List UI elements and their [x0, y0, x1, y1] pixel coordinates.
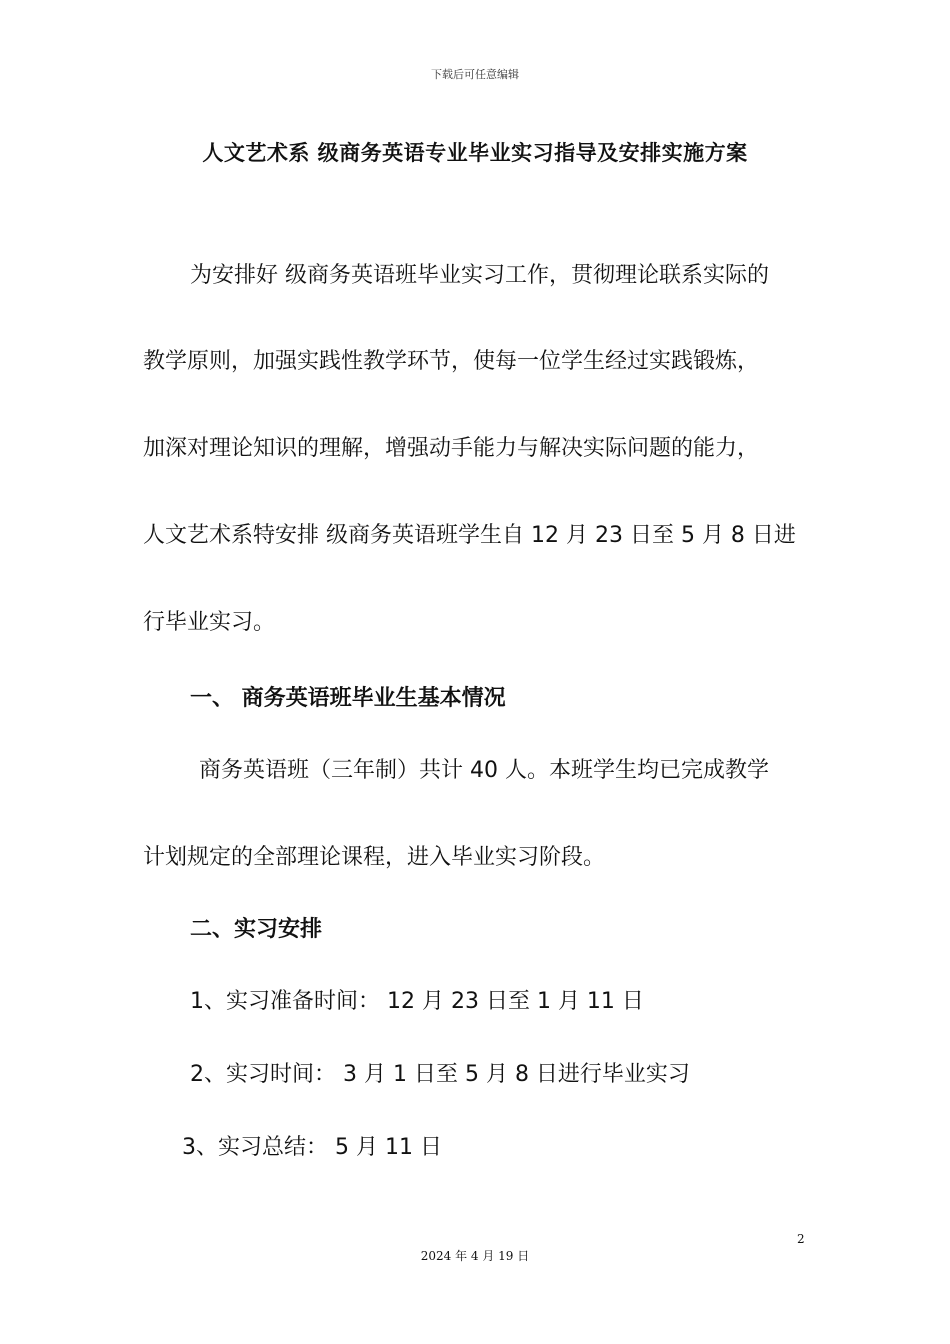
document-title: 人文艺术系 级商务英语专业毕业实习指导及安排实施方案 — [202, 141, 748, 165]
section-1-line-1: 商务英语班（三年制）共计 40 人。本班学生均已完成教学 — [199, 758, 769, 783]
intro-line-1: 为安排好 级商务英语班毕业实习工作，贯彻理论联系实际的 — [190, 263, 769, 288]
intro-line-5: 行毕业实习。 — [143, 610, 276, 635]
footer-date: 2024 年 4 月 19 日 — [420, 1249, 530, 1263]
section-1-heading: 一、 商务英语班毕业生基本情况 — [190, 686, 506, 711]
intro-line-2: 教学原则，加强实践性教学环节，使每一位学生经过实践锻炼， — [143, 349, 760, 374]
page-number: 2 — [797, 1232, 805, 1246]
arrangement-item-2: 2、实习时间： 3 月 1 日至 5 月 8 日进行毕业实习 — [190, 1062, 690, 1087]
section-1-line-2: 计划规定的全部理论课程，进入毕业实习阶段。 — [143, 845, 606, 870]
intro-line-4: 人文艺术系特安排 级商务英语班学生自 12 月 23 日至 5 月 8 日进 — [143, 523, 796, 548]
arrangement-item-1: 1、实习准备时间： 12 月 23 日至 1 月 11 日 — [190, 989, 644, 1014]
intro-line-3: 加深对理论知识的理解，增强动手能力与解决实际问题的能力， — [143, 436, 760, 461]
arrangement-item-3: 3、实习总结： 5 月 11 日 — [182, 1135, 442, 1160]
section-2-heading: 二、实习安排 — [190, 917, 323, 942]
page-header-note: 下载后可任意编辑 — [431, 68, 519, 81]
